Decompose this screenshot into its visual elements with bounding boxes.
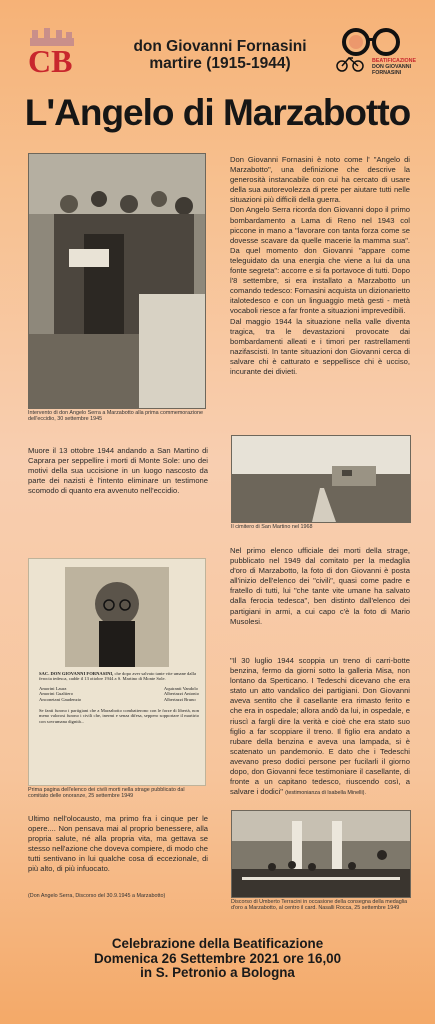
death-paragraph: Muore il 13 ottobre 1944 andando a San Martino di Caprara per seppellire i morti di Monte Sole: uno dei motivi della sua uccisione in un luogo nascosto da parte dei nazisti è l'intento eliminare un testimone scomodo di quanto era avvenuto nell'eccidio. <box>28 446 208 496</box>
intro-paragraph: Dal maggio 1944 la situazione nella valle diventa tragica, tra le devastazioni provocate dai bombardamenti alleati e i timori per rastrellamenti nazifascisti. In tante situazioni don Giovanni cerca di salvare chi è catturato e seppellisce chi è ucciso, incurante dei divieti. <box>230 316 410 376</box>
cb-logo <box>24 26 80 78</box>
event-footer <box>0 937 435 981</box>
quote-source: (testimonianza di Isabella Minelli). <box>285 790 366 797</box>
olocausto-paragraph: Ultimo nell'olocausto, ma primo fra i cinque per le opere.... Non pensava mai al proprio benessere, alla propria salute, né alla propria vita, ma gettava se stesso nell'azione che doveva compiere, di modo che tutti sentivano in lui qualche cosa di eccezionale, di più alto, di più infuocato. <box>28 814 208 874</box>
doc-name: Anconetani Gaudenzio <box>39 696 82 702</box>
photo1-caption: Intervento di don Angelo Serra a Marzabotto alla prima commemorazione dell'eccidio, 30 settembre 1945 <box>28 410 203 423</box>
page-title: L'Angelo di Marzabotto <box>24 92 411 133</box>
doc-name: Aquiranti Vandolo <box>163 685 198 691</box>
intro-text <box>230 155 410 377</box>
photo-cemetery <box>231 435 411 523</box>
header-title <box>110 38 330 72</box>
footer-line-1: Celebrazione della Beatificazione <box>111 936 324 951</box>
olocausto-source: (Don Angelo Serra, Discorso del 30.9.1945 a Marzabotto) <box>28 893 166 899</box>
list-paragraph: Nel primo elenco ufficiale dei morti della strage, pubblicato nel 1949 dal comitato per la medaglia d'oro di Marzabotto, la foto di don Giovanni è posta all'inizio dell'elenco dei "civili", quasi come padre e fratello di tutti, lui "che tante vite umane ha salvato dalla ferocia tedesca", ben distinto dall'elenco dei partigiani in armi, a cui capo c'è la foto di Mario Musolesi. <box>230 546 410 626</box>
doc-body: Se fanti furono i partigiani che a Marzabotto combatterono con le forze di libertà, non meno valorosi furono i civili che, inermi e senza difesa, seppero sopportare il martirio con sovrumana dignità... <box>39 708 199 724</box>
logo-label-2: DON GIOVANNI <box>372 63 412 70</box>
photo3-caption: Prima pagina dell'elenco dei civili morti nella strage pubblicato dal comitato delle onoranze, 25 settembre 1949 <box>28 787 185 800</box>
beatification-logo <box>334 22 418 82</box>
doc-name: Amorini Laura <box>39 685 67 691</box>
logo-label-3: FORNASINI <box>372 69 402 76</box>
document-list-page <box>28 558 206 786</box>
footer-line-3: in S. Petronio a Bologna <box>140 965 295 980</box>
footer-line-2: Domenica 26 Settembre 2021 ore 16,00 <box>93 950 342 966</box>
doc-name: Albertazzi Bruno <box>163 696 196 702</box>
intro-paragraph: Don Angelo Serra ricorda don Giovanni dopo il primo bombardamento a Lama di Reno nel 1943 col piccone in mano a "lavorare con tanta forza come se dovesse scavare da quelle macerie la mamma sua". Da quel momento don Giovanni "appare come teleguidato da una energia che viene a lui da una fonte segreta": accorre e si fa portavoce di tutti. Dopo l'8 settembre, si era installato a Marzabotto un comando tedesco: Fornasini acquista un dizionarietto italotedesco e con un linguaggio metà gesti - metà vocaboli riesce a far fronte a situazioni imprevedibili. <box>230 205 410 316</box>
doc-name: Amorini Gualtiero <box>39 691 74 697</box>
header-name: don Giovanni Fornasini <box>133 38 307 55</box>
logo-label-1: BEATIFICAZIONE <box>372 58 417 64</box>
cb-logo-letters: CB <box>28 43 73 78</box>
photo-serra-speech <box>28 153 206 409</box>
doc-heading-rest: che dopo aver salvato tante vite umane dalla ferocia tedesca, cadde il 13 ottobre 1944 a S. Martino di Monte Sole. <box>39 671 196 682</box>
header-years: martire (1915-1944) <box>149 55 291 72</box>
photo4-caption: Discorso di Umberto Terracini in occasione della consegna della medaglia d'oro a Marzabotto, al centro il card. Nasalli Rocca, 25 settembre 1949 <box>231 899 408 912</box>
quote-paragraph <box>230 656 410 798</box>
quote-text: "Il 30 luglio 1944 scoppia un treno di carri-botte benzina, fermo da giorni sotto la galleria Misa, non lontano da Sperticano. I Tedeschi dicevano che era stato un atto vandalico dei partigiani. Don Giovanni aveva sentito che il casellante era rimasto ferito e che era in ospedale; allora andò da lui, in ospedale, e riuscì a fargli dire la verità e cioè che era stato suo figlio a far scoppiare il treno. Il figlio era andato a rubare della benzina e aveva una lampada, si è scatenato un pandemonio. E dato che i Tedeschi avevano preso dodici persone per fucilarli il giorno dopo, don Giovanni fece testimoniare il casellante, di fronte a un capitano tedesco, riuscendo così, a salvare i dodici" <box>230 656 410 797</box>
photo-terracini-speech <box>231 810 411 898</box>
doc-heading: SAC. DON GIOVANNI FORNASINI, <box>39 671 114 676</box>
photo2-caption: Il cimitero di San Martino nel 1968 <box>231 524 313 530</box>
doc-name: Albertazzi Antonio <box>163 691 199 697</box>
intro-paragraph: Don Giovanni Fornasini è noto come l' "Angelo di Marzabotto", una definizione che descrive la generosità instancabile con cui ha cercato di usare della sua autorevolezza di prete per aiutare tutti nelle situazioni più difficili della guerra. <box>230 155 410 205</box>
